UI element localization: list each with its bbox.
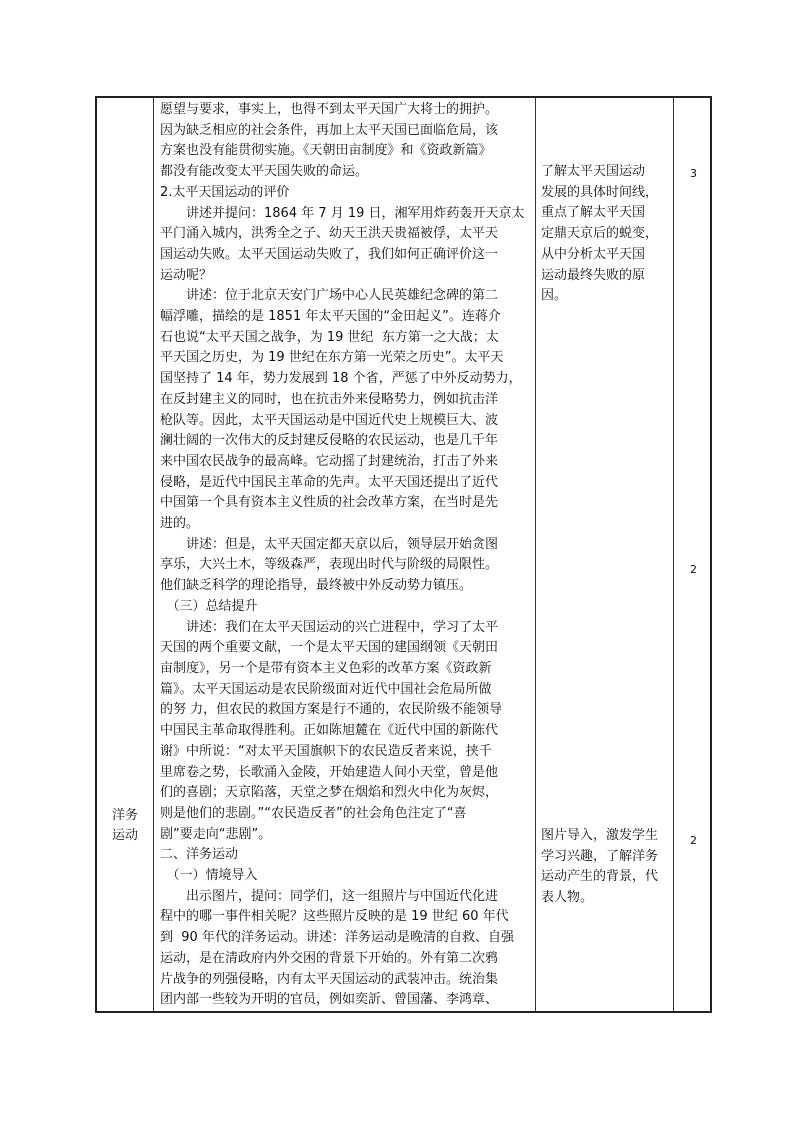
content-line: 中国第一个具有资本主义性质的社会改革方案，在当时是先 (160, 495, 499, 511)
lesson-content (160, 100, 528, 1011)
content-line: （三）总结提升 (160, 598, 258, 614)
content-line: 愿望与要求，事实上，也得不到太平天国广大将士的拥护。 (160, 102, 499, 117)
design-intent-line: 图片导入，激发学生 (541, 828, 659, 843)
content-line: 出示图片，提问：同学们，这一组照片与中国近代化进 (160, 888, 499, 904)
design-intent-line: 运动产生的背景，代 (541, 869, 659, 885)
content-line: 国运动失败。太平天国运动失败了，我们如何正确评价这一 (160, 246, 499, 262)
content-line: 都没有能改变太平天国失败的命运。 (160, 164, 369, 180)
content-line: 剧”要走向“悲剧”。 (160, 826, 272, 842)
content-line: 幅浮雕，描绘的是 1851 年太平天国的“金田起义”。连蒋介 (160, 309, 501, 325)
design-intent-line: 因。 (541, 288, 568, 304)
content-line: 的努 力，但农民的救国方案是行不通的，农民阶级不能领导 (160, 702, 503, 718)
design-intent-line: 表人物。 (541, 890, 594, 906)
design-intent-line: 定鼎天京后的蜕变， (541, 226, 659, 242)
content-line: 篇》。太平天国运动是农民阶级面对近代中国社会危局所做 (160, 681, 492, 697)
content-line: 平天国之历史，为 19 世纪在东方第一光荣之历史”。太平天 (160, 350, 504, 366)
content-line: 侵略，是近代中国民主革命的先声。太平天国还提出了近代 (160, 474, 499, 490)
section-label (97, 806, 153, 846)
section-column (97, 98, 153, 1011)
content-line: 中国民主革命取得胜利。正如陈旭麓在《近代中国的新陈代 (160, 723, 499, 739)
design-intent-line: 运动最终失败的原 (541, 267, 646, 283)
content-line: 到 90 年代的洋务运动。讲述：洋务运动是晚清的自救、自强 (160, 930, 514, 946)
content-line: 他们缺乏科学的理论指导，最终被中外反动势力镇压。 (160, 578, 473, 594)
content-line: 国坚持了 14 年，势力发展到 18 个省，严惩了中外反动势力， (160, 371, 522, 387)
time-value-2: 2 (690, 563, 697, 576)
content-line: 讲述并提问：1864 年 7 月 19 日，湘军用炸药轰开天京太 (160, 205, 525, 221)
content-line: 片战争的列强侵略，内有太平天国运动的武装冲击。统治集 (160, 971, 499, 987)
design-intent-1 (541, 162, 665, 307)
content-line: 讲述：但是，太平天国定都天京以后，领导层开始贪图 (160, 536, 499, 552)
content-line: 天国的两个重要文献，一个是太平天国的建国纲领《天朝田 (160, 640, 499, 656)
design-intent-line: 了解太平天国运动 (541, 164, 646, 179)
content-line: 枪队等。因此，太平天国运动是中国近代史上规模巨大、波 (160, 412, 499, 428)
content-line: 来中国农民战争的最高峰。它动摇了封建统治，打击了外来 (160, 453, 499, 469)
design-intent-2 (541, 826, 665, 909)
content-line: 则是他们的悲剧。”“农民造反者”的社会角色注定了“喜 (160, 805, 467, 821)
content-line: （一）情境导入 (160, 868, 258, 884)
content-line: 程中的哪一事件相关呢？这些照片反映的是 19 世纪 60 年代 (160, 909, 509, 925)
design-intent-line: 发展的具体时间线， (541, 184, 659, 200)
content-line: 因为缺乏相应的社会条件，再加上太平天国已面临危局，该 (160, 122, 499, 138)
content-line: 运动呢？ (160, 267, 213, 283)
time-column (673, 98, 714, 1011)
content-line: 享乐，大兴土木，等级森严，表现出时代与阶级的局限性。 (160, 557, 499, 573)
design-intent-line: 从中分析太平天国 (541, 246, 646, 262)
content-line: 2.太平天国运动的评价 (160, 184, 290, 200)
content-line: 里席卷之势，长歌涌入金陵，开始建造人间小天堂，曾是他 (160, 764, 499, 780)
design-intent-line: 重点了解太平天国 (541, 205, 646, 221)
aim-column (535, 98, 673, 1011)
content-line: 讲述：位于北京天安门广场中心人民英雄纪念碑的第二 (160, 288, 499, 304)
content-line: 团内部一些较为开明的官员，例如奕訢、曾国藩、李鸿章、 (160, 992, 499, 1008)
content-line: 运动，是在清政府内外交困的背景下开始的。外有第二次鸦 (160, 950, 499, 966)
content-line: 平门涌入城内，洪秀全之子、幼天王洪天贵福被俘，太平天 (160, 226, 499, 242)
content-line: 亩制度》，另一个是带有资本主义色彩的改革方案《资政新 (160, 660, 492, 676)
time-value-1: 3 (690, 167, 697, 180)
design-intent-line: 学习兴趣，了解洋务 (541, 848, 659, 864)
content-column (153, 98, 535, 1011)
content-line: 进的。 (160, 516, 200, 532)
time-value-3: 2 (690, 834, 697, 847)
content-line: 二、洋务运动 (160, 847, 239, 863)
content-line: 讲述：我们在太平天国运动的兴亡进程中，学习了太平 (160, 619, 499, 635)
content-line: 澜壮阔的一次伟大的反封建反侵略的农民运动，也是几千年 (160, 433, 499, 449)
content-line: 们的喜剧；天京陷落，天堂之梦在烟焰和烈火中化为灰烬， (160, 785, 499, 801)
section-label-text: 洋务 运动 (111, 808, 138, 843)
content-line: 在反封建主义的同时，也在抗击外来侵略势力，例如抗击洋 (160, 391, 499, 407)
content-line: 方案也没有能贯彻实施。《天朝田亩制度》和《资政新篇》 (160, 143, 492, 159)
lesson-plan-table (95, 96, 712, 1013)
content-line: 石也说“太平天国之战争，为 19 世纪 东方第一之大战；太 (160, 329, 499, 345)
content-line: 谢》中所说：“对太平天国旗帜下的农民造反者来说，挟千 (160, 743, 492, 759)
